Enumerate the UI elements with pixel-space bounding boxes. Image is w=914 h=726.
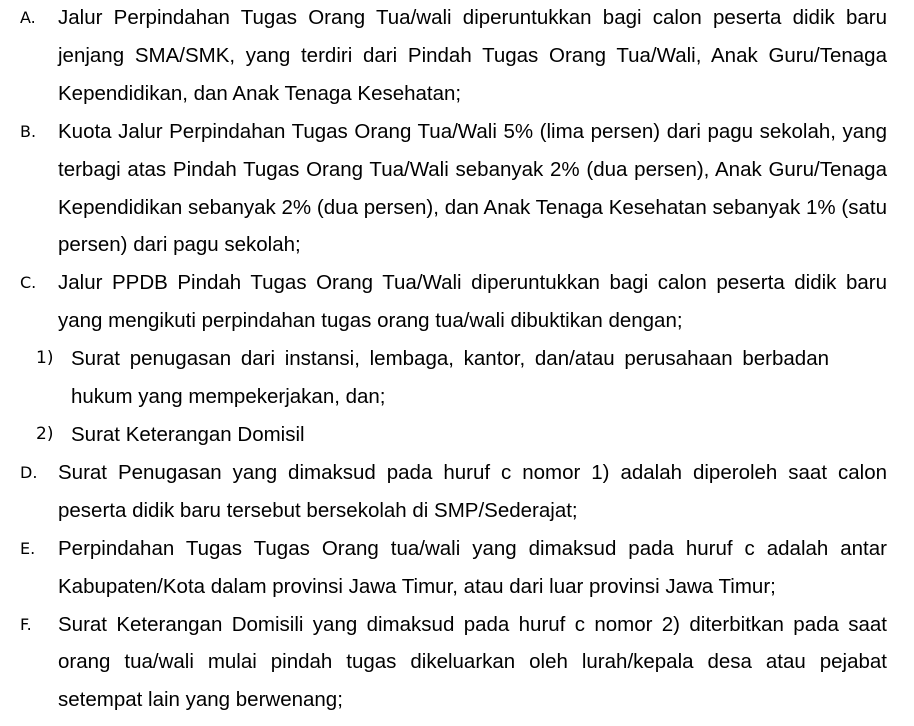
sub-list-c	[0, 340, 914, 454]
list-item-text: Jalur PPDB Pindah Tugas Orang Tua/Wali diperuntukkan bagi calon peserta didik baru yang mengikuti perpindahan tugas orang tua/wali dibuktikan dengan;	[58, 271, 887, 333]
list-item-text: Surat Keterangan Domisili yang dimaksud pada huruf c nomor 2) diterbitkan pada saat orang tua/wali mulai pindah tugas dikeluarkan oleh lurah/kepala desa atau pejabat setempat lain yang berwenang;	[58, 612, 887, 712]
list-item-text: Perpindahan Tugas Tugas Orang tua/wali yang dimaksud pada huruf c adalah antar Kabupaten/Kota dalam provinsi Jawa Timur, atau dari luar provinsi Jawa Timur;	[58, 536, 887, 598]
sub-list-marker: 1)	[36, 348, 54, 369]
list-marker: F.	[20, 614, 32, 634]
list-marker: C.	[20, 273, 37, 293]
sub-item-1	[0, 340, 829, 416]
list-marker: B.	[20, 121, 37, 141]
list-marker: A.	[20, 8, 36, 27]
list-item-text: Kuota Jalur Perpindahan Tugas Orang Tua/Wali 5% (lima persen) dari pagu sekolah, yang terbagi atas Pindah Tugas Orang Tua/Wali sebanyak 2% (dua persen), Anak Guru/Tenaga Kependidikan sebanyak 2% (dua persen), dan Anak Tenaga Kesehatan sebanyak 1% (satu persen) dari pagu sekolah;	[58, 119, 887, 257]
list-marker: D.	[20, 462, 38, 482]
list-item-b	[0, 113, 887, 265]
list-item-a	[0, 0, 887, 113]
list-item-f	[0, 606, 887, 720]
sub-item-2	[0, 416, 829, 454]
list-item-text: Jalur Perpindahan Tugas Orang Tua/wali diperuntukkan bagi calon peserta didik baru jenjang SMA/SMK, yang terdiri dari Pindah Tugas Orang Tua/Wali, Anak Guru/Tenaga Kependidikan, dan Anak Tenaga Kesehatan;	[58, 6, 887, 105]
list-marker: E.	[20, 538, 36, 558]
list-item-d	[0, 454, 887, 530]
sub-item-text: Surat Keterangan Domisil	[71, 422, 305, 446]
list-item-e	[0, 530, 887, 606]
list-item-text: Surat Penugasan yang dimaksud pada huruf c nomor 1) adalah diperoleh saat calon peserta didik baru tersebut bersekolah di SMP/Sederajat;	[58, 460, 887, 522]
list-item-c	[0, 264, 887, 340]
sub-list-marker: 2)	[36, 423, 54, 444]
sub-item-text: Surat penugasan dari instansi, lembaga, kantor, dan/atau perusahaan berbadan hukum yang mempekerjakan, dan;	[71, 347, 829, 409]
